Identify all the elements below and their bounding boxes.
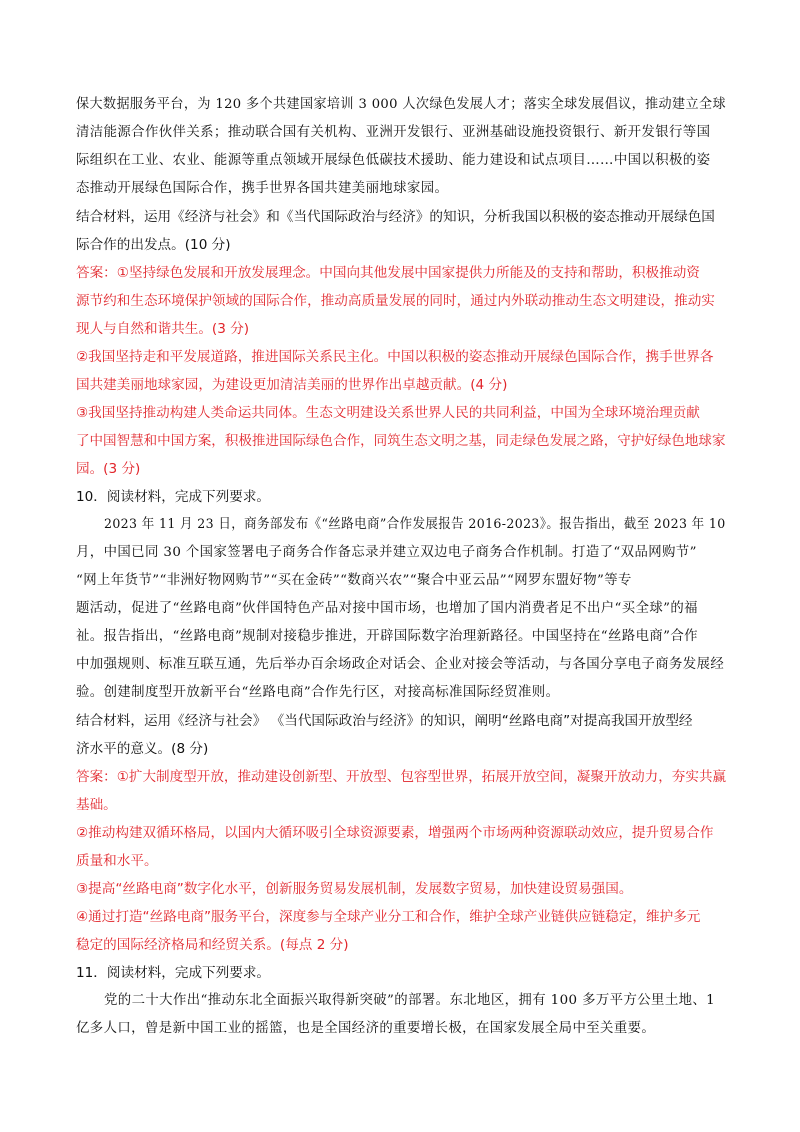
answer-line: 园。(3 分) — [76, 461, 141, 477]
answer-line: 了中国智慧和中国方案，积极推进国际绿色合作，同筑生态文明之基，同走绿色发展之路，守护好绿色地球家 — [76, 433, 726, 449]
answer-line: 基础。 — [76, 797, 117, 813]
answer-line: 国共建美丽地球家园，为建设更加清洁美丽的世界作出卓越贡献。(4 分) — [76, 377, 508, 393]
question-heading-11: 11．阅读材料，完成下列要求。 — [76, 965, 271, 981]
answer-line: 答案：①扩大制度型开放，推动建设创新型、开放型、包容型世界，拓展开放空间，凝聚开放动力，夯实共赢 — [76, 769, 727, 785]
material-text-line: 保大数据服务平台，为 120 多个共建国家培训 3 000 人次绿色发展人才；落实全球发展倡议，推动建立全球 — [76, 97, 726, 112]
material-text-line: 态推动开展绿色国际合作，携手世界各国共建美丽地球家园。 — [76, 181, 449, 196]
material-text-line: 中加强规则、标准互联互通，先后举办百余场政企对话会、企业对接会等活动，与各国分享电子商务发展经 — [76, 657, 725, 672]
material-text-line: 验。创建制度型开放新平台“丝路电商”合作先行区，对接高标准国际经贸准则。 — [76, 685, 560, 700]
material-text-line: 祉。报告指出，“丝路电商”规制对接稳步推进，开辟国际数字治理新路径。中国坚持在“丝路电商”合作 — [76, 629, 698, 644]
answer-line: ④通过打造“丝路电商”服务平台，深度参与全球产业分工和合作，维护全球产业链供应链稳定，维护多元 — [76, 909, 701, 925]
question-prompt-line: 济水平的意义。(8 分) — [76, 741, 209, 757]
material-text-line: 党的二十大作出“推动东北全面振兴取得新突破”的部署。东北地区，拥有 100 多万平方公里土地、1 — [104, 993, 716, 1008]
answer-line: 质量和水平。 — [76, 853, 158, 869]
material-text-line: 清洁能源合作伙伴关系；推动联合国有关机构、亚洲开发银行、亚洲基础设施投资银行、新开发银行等国 — [76, 125, 711, 140]
answer-line: ③提高“丝路电商”数字化水平，创新服务贸易发展机制，发展数字贸易，加快建设贸易强国。 — [76, 881, 633, 897]
question-prompt-line: 结合材料，运用《经济与社会》和《当代国际政治与经济》的知识，分析我国以积极的姿态推动开展绿色国 — [76, 209, 715, 225]
answer-line: ③我国坚持推动构建人类命运共同体。生态文明建设关系世界人民的共同利益，中国为全球环境治理贡献 — [76, 405, 700, 421]
material-text-line: 月，中国已同 30 个国家签署电子商务合作备忘录并建立双边电子商务合作机制。打造了“双品网购节” — [76, 545, 697, 560]
question-heading-10: 10．阅读材料，完成下列要求。 — [76, 489, 271, 505]
material-text-line: “网上年货节”“非洲好物网购节”“买在金砖”“数商兴农”“聚合中亚云品”“网罗东盟好物”等专 — [76, 573, 632, 588]
material-text-line: 题活动，促进了“丝路电商”伙伴国特色产品对接中国市场，也增加了国内消费者足不出户“买全球”的福 — [76, 601, 698, 616]
material-text-line: 亿多人口，曾是新中国工业的摇篮，也是全国经济的重要增长极，在国家发展全局中至关重要。 — [76, 1021, 656, 1036]
material-text-line: 2023 年 11 月 23 日，商务部发布《“丝路电商”合作发展报告 2016-2023》。报告指出，截至 2023 年 10 — [104, 517, 726, 532]
answer-line: 答案：①坚持绿色发展和开放发展理念。中国向其他发展中国家提供力所能及的支持和帮助，积极推动资 — [76, 265, 700, 281]
material-text-line: 际组织在工业、农业、能源等重点领域开展绿色低碳技术援助、能力建设和试点项目……中国以积极的姿 — [76, 153, 711, 168]
answer-line: 稳定的国际经济格局和经贸关系。(每点 2 分) — [76, 937, 349, 953]
question-prompt-line: 际合作的出发点。(10 分) — [76, 237, 231, 253]
answer-line: ②推动构建双循环格局，以国内大循环吸引全球资源要素，增强两个市场两种资源联动效应，提升贸易合作 — [76, 825, 714, 841]
answer-line: ②我国坚持走和平发展道路，推进国际关系民主化。中国以积极的姿态推动开展绿色国际合作，携手世界各 — [76, 349, 714, 365]
question-prompt-line: 结合材料，运用《经济与社会》 《当代国际政治与经济》的知识，阐明“丝路电商”对提高我国开放型经 — [76, 713, 693, 729]
answer-line: 源节约和生态环境保护领域的国际合作，推动高质量发展的同时，通过内外联动推动生态文明建设，推动实 — [76, 293, 715, 309]
answer-line: 现人与自然和谐共生。(3 分) — [76, 321, 250, 337]
